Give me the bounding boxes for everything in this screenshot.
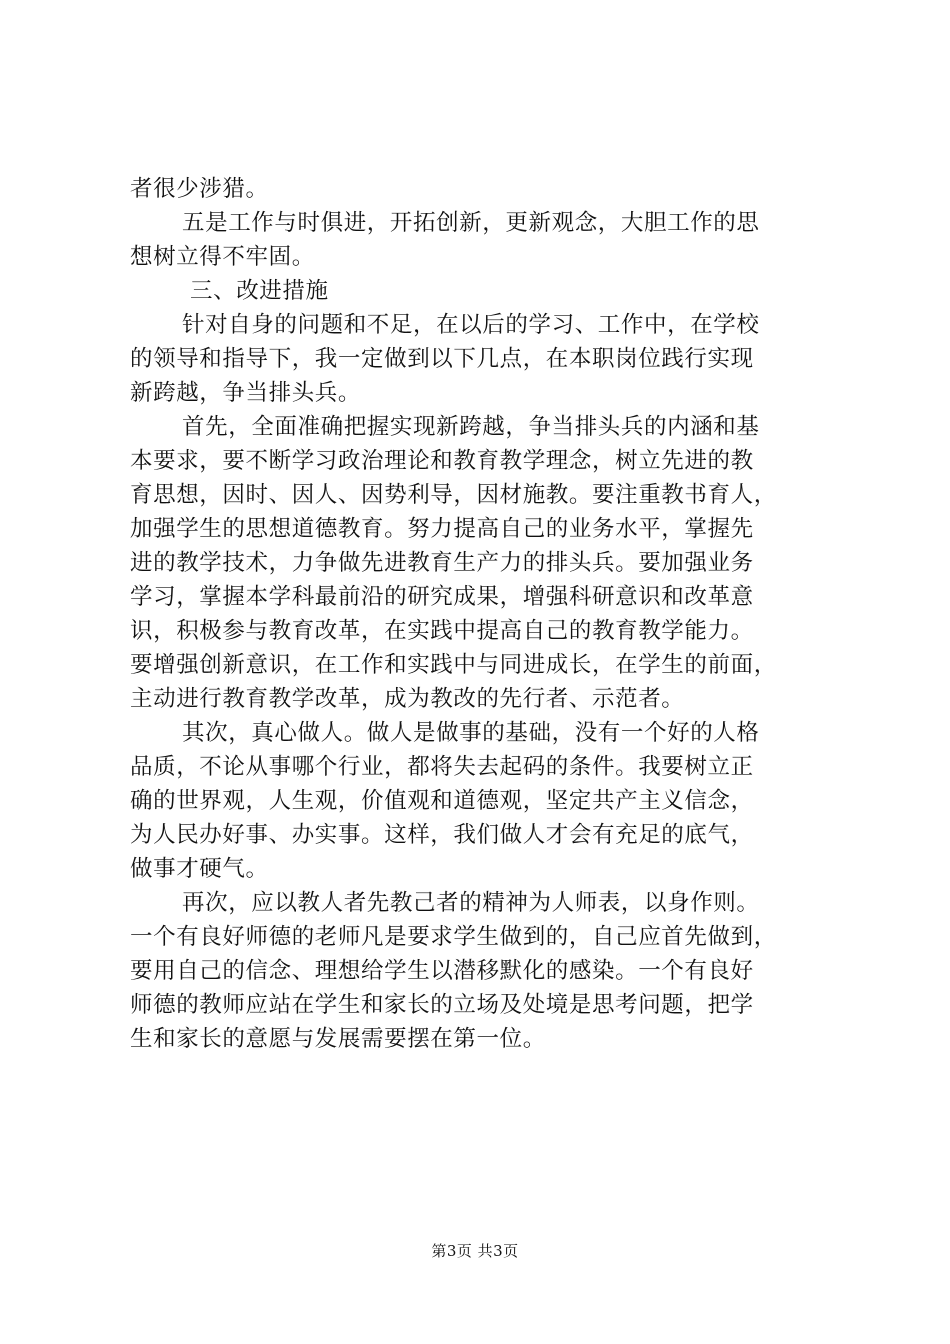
text-line: 者很少涉猎。 [130,176,269,202]
text-line: 确的世界观，人生观，价值观和道德观，坚定共产主义信念， [130,788,754,814]
paragraph-start-line: 首先，全面准确把握实现新跨越，争当排头兵的内涵和基 [182,414,760,440]
paragraph-start-line: 其次，真心做人。做人是做事的基础，没有一个好的人格 [182,720,760,746]
text-line: 识，积极参与教育改革，在实践中提高自己的教育教学能力。 [130,618,754,644]
text-line: 为人民办好事、办实事。这样，我们做人才会有充足的底气， [130,822,754,848]
text-line: 做事才硬气。 [130,856,269,882]
text-line: 主动进行教育教学改革，成为教改的先行者、示范者。 [130,686,685,712]
text-line: 加强学生的思想道德教育。努力提高自己的业务水平，掌握先 [130,516,754,542]
text-line: 学习，掌握本学科最前沿的研究成果，增强科研意识和改革意 [130,584,754,610]
text-line: 要用自己的信念、理想给学生以潜移默化的感染。一个有良好 [130,958,754,984]
paragraph-start-line: 再次，应以教人者先教己者的精神为人师表，以身作则。 [182,890,760,916]
section-heading: 三、改进措施 [190,278,329,304]
paragraph-start-line: 针对自身的问题和不足，在以后的学习、工作中，在学校 [182,312,760,338]
text-line: 品质，不论从事哪个行业，都将失去起码的条件。我要树立正 [130,754,754,780]
text-line: 育思想，因时、因人、因势利导，因材施教。要注重教书育人， [130,482,777,508]
paragraph-start-line: 五是工作与时俱进，开拓创新，更新观念，大胆工作的思 [182,210,760,236]
text-line: 一个有良好师德的老师凡是要求学生做到的，自己应首先做到， [130,924,777,950]
text-line: 进的教学技术，力争做先进教育生产力的排头兵。要加强业务 [130,550,754,576]
text-line: 本要求，要不断学习政治理论和教育教学理念，树立先进的教 [130,448,754,474]
page-number-label: 第3页 共3页 [431,1242,519,1260]
text-line: 要增强创新意识，在工作和实践中与同进成长，在学生的前面， [130,652,777,678]
text-line: 生和家长的意愿与发展需要摆在第一位。 [130,1026,546,1052]
page-footer [0,1241,950,1261]
text-line: 师德的教师应站在学生和家长的立场及处境是思考问题，把学 [130,992,754,1018]
document-body [130,172,830,1056]
text-line: 想树立得不牢固。 [130,244,315,270]
text-line: 的领导和指导下，我一定做到以下几点，在本职岗位践行实现 [130,346,754,372]
text-line: 新跨越，争当排头兵。 [130,380,362,406]
